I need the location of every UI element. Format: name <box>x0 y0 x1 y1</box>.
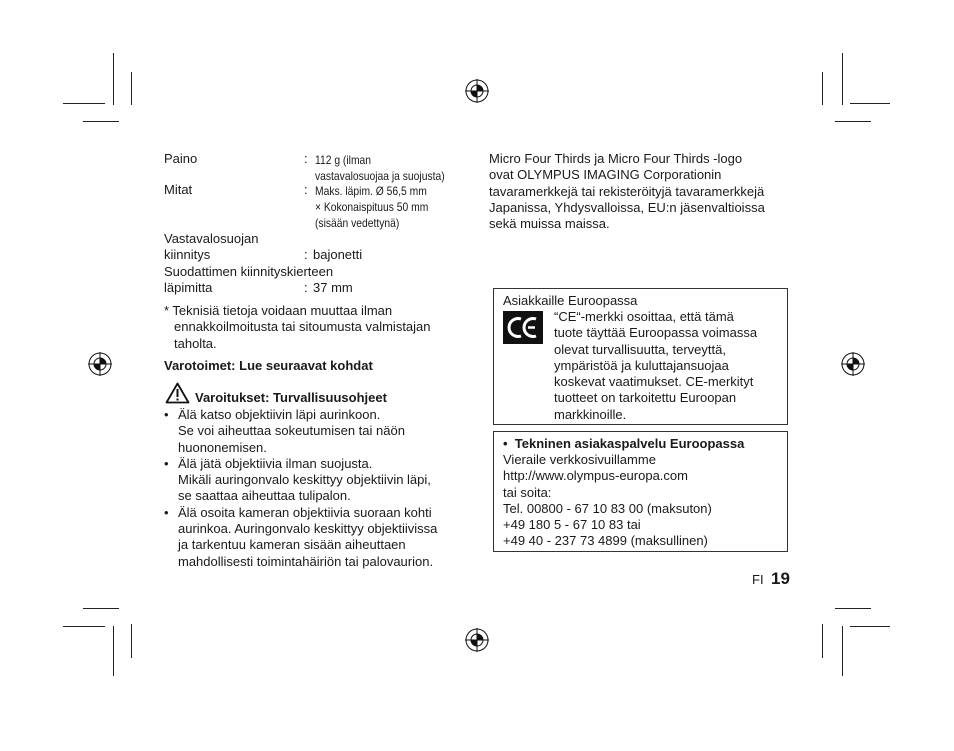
crop-mark <box>842 626 843 676</box>
ce-logo-icon <box>503 311 543 344</box>
crop-mark <box>822 624 823 658</box>
warning-list <box>164 407 464 570</box>
crop-mark <box>83 121 119 122</box>
spec-label-paino: Paino <box>164 151 198 166</box>
service-box <box>493 431 788 552</box>
list-item: • Älä katso objektiivin läpi aurinkoon. Se voi aiheuttaa sokeutumisen tai näön huononemisen. <box>164 407 405 455</box>
spec-label-mitat: Mitat <box>164 182 193 197</box>
crop-mark <box>113 53 114 105</box>
crop-mark <box>83 608 119 609</box>
footer-language: FI <box>752 572 764 587</box>
service-box-text: Vieraile verkkosivuillamme http://www.olympus-europa.com tai soita: Tel. 00800 - 67 10 83 00 (maksuton) +49 180 5 - 67 10 83 tai +49 40 - 237 73 4899 (maksullinen) <box>503 452 712 549</box>
list-item: • Älä osoita kameran objektiivia suoraan kohti aurinkoa. Auringonvalo keskittyy objektiivissa ja tarkentuu kameran sisään aiheuttaen mahdollisesti toimintahäiriön tai palovaurion. <box>164 504 438 569</box>
spec-colon: : <box>304 247 308 262</box>
crop-mark <box>131 624 132 658</box>
precautions-heading: Varotoimet: Lue seuraavat kohdat <box>164 358 373 373</box>
registration-mark-icon <box>465 628 489 652</box>
crop-mark <box>63 626 105 627</box>
spec-value-vastavalosuoja: bajonetti <box>313 247 363 262</box>
ce-notice-box <box>493 288 788 425</box>
ce-box-text: “CE“-merkki osoittaa, että tämä tuote täyttää Euroopassa voimassa olevat turvallisuutta, terveyttä, ympäristöä ja kuluttajansuojaa koskevat vaatimukset. CE-merkityt tuotteet on tarkoitettu Euroopan markkinoille. <box>554 309 758 422</box>
warning-heading: Varoitukset: Turvallisuusohjeet <box>195 390 387 405</box>
spec-colon: : <box>304 182 308 197</box>
spec-colon: : <box>304 280 308 295</box>
spec-value-paino: 112 g (ilman vastavalosuojaa ja suojusta) <box>315 153 445 183</box>
service-box-title: • Tekninen asiakaspalvelu Euroopassa <box>503 436 745 451</box>
spec-label-vastavalosuoja: Vastavalosuojan kiinnitys <box>164 231 259 263</box>
page-number: 19 <box>771 569 790 588</box>
crop-mark <box>835 121 871 122</box>
spec-value-suodatin: 37 mm <box>313 280 353 295</box>
spec-value-mitat: Maks. läpim. Ø 56,5 mm × Kokonaispituus 50 mm (sisään vedettynä) <box>315 184 429 230</box>
crop-mark <box>131 72 132 105</box>
trademark-notice: Micro Four Thirds ja Micro Four Thirds -logo ovat OLYMPUS IMAGING Corporationin tavaramerkkejä tai rekisteröityjä tavaramerkkejä Japanissa, Yhdysvalloissa, EU:n jäsenvaltioissa sekä muissa maissa. <box>489 151 765 232</box>
spec-colon: : <box>304 151 308 166</box>
registration-mark-icon <box>88 352 112 376</box>
ce-box-title: Asiakkaille Euroopassa <box>503 293 638 308</box>
registration-mark-icon <box>465 79 489 103</box>
registration-mark-icon <box>841 352 865 376</box>
warning-icon <box>165 382 190 404</box>
crop-mark <box>113 626 114 676</box>
crop-mark <box>842 53 843 105</box>
crop-mark <box>822 72 823 105</box>
crop-mark <box>63 103 105 104</box>
spec-note: * Teknisiä tietoja voidaan muuttaa ilman ennakkoilmoitusta tai sitoumusta valmistajan taholta. <box>164 303 431 351</box>
crop-mark <box>850 103 890 104</box>
spec-label-suodatin: Suodattimen kiinnityskierteen läpimitta <box>164 264 334 296</box>
list-item: • Älä jätä objektiivia ilman suojusta. Mikäli auringonvalo keskittyy objektiivin läpi, se saattaa aiheuttaa tulipalon. <box>164 455 431 504</box>
crop-mark <box>835 608 871 609</box>
crop-mark <box>850 626 890 627</box>
